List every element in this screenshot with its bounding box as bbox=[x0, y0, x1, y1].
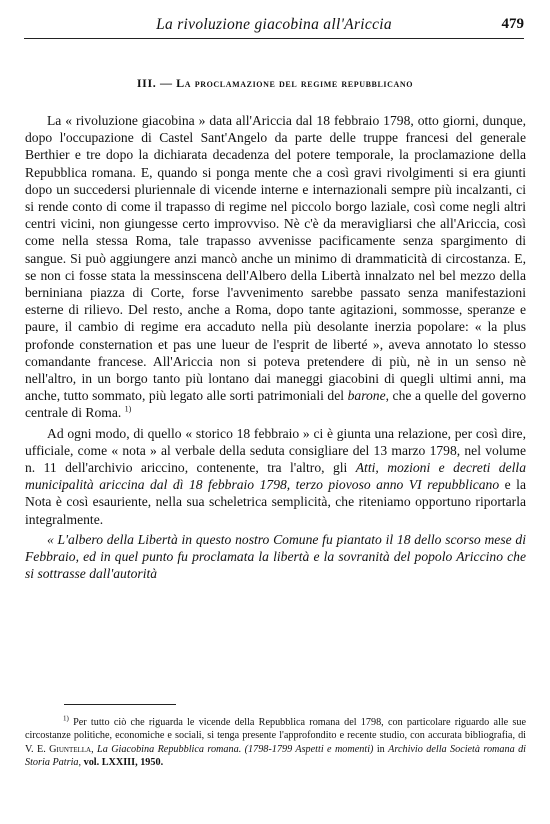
paragraph-1-italic: barone bbox=[347, 388, 386, 404]
section-dash: — bbox=[159, 76, 173, 90]
paragraph-3-quote bbox=[25, 531, 526, 583]
section-heading bbox=[0, 76, 550, 91]
page-header bbox=[24, 14, 524, 36]
footnote-rule bbox=[64, 704, 176, 705]
paragraph-2-italic: Atti, mozioni e decreti della municipalità ariccina dal dì 18 febbraio 1798, terzo piovoso anno VI repubblicano bbox=[25, 460, 526, 493]
body-text bbox=[25, 112, 526, 582]
footnote-text-a: Per tutto ciò che riguarda le vicende della Repubblica romana del 1798, con particolare riguardo alle sue circostanze politiche, economiche e sociali, si tenga presente l'approfondito e recente studio, con accurata bibliografia, di V. E. bbox=[25, 717, 526, 755]
footnote-ref: 1) bbox=[124, 404, 132, 414]
section-number: III. bbox=[136, 76, 157, 90]
paragraph-1 bbox=[25, 112, 526, 422]
footnote bbox=[25, 716, 526, 770]
footnote-text-b: in bbox=[376, 743, 385, 755]
paragraph-2 bbox=[25, 425, 526, 528]
running-title: La rivoluzione giacobina all'Ariccia bbox=[156, 16, 392, 33]
paragraph-1-tail: , che a quelle del governo centrale di Roma. bbox=[25, 388, 526, 421]
paragraph-2-text-a: Ad ogni modo, di quello « storico 18 febbraio » ci è giunta una relazione, per così dire, ufficiale, come « nota » al verbale della seduta consigliare del 13 marzo 1798, nel volume n. 11 dell'archivio ariccino, contenente, tra l'altro, gli bbox=[25, 425, 526, 476]
quote-text: « L'albero della Libertà in questo nostro Comune fu piantato il 18 dello scorso mese di Febbraio, ed in quel punto fu proclamata la libertà e la sovranità del popolo Ariccino che si sottrasse dall'autorità bbox=[25, 531, 526, 582]
header-rule bbox=[24, 38, 524, 39]
footnote-author: Giuntella bbox=[49, 743, 92, 755]
paragraph-2-text-b: e la Nota è così esauriente, nella sua scheletrica semplicità, che riteniamo opportuno riportarla integralmente. bbox=[25, 477, 526, 527]
footnote-title: La Giacobina Repubblica romana. (1798-1799 Aspetti e momenti) bbox=[97, 743, 374, 755]
section-title: La proclamazione del regime repubblicano bbox=[176, 76, 414, 90]
footnote-journal: Archivio della Società romana di Storia Patria, bbox=[25, 743, 527, 769]
footnote-text-c: vol. LXXIII, 1950. bbox=[83, 757, 164, 769]
footnote-1: $^{1)}$ Per tutto ciò che riguarda le vicende della Repubblica romana del 1798, con particolare riguardo alle sue circostanze politiche, economiche e sociali, si tenga presente l'approfondito e recente studio, con accurata bibliografia, di V. E. Giuntella, La Giacobina Repubblica romana. (1798-1799 Aspetti e momenti) in Archivio della Società romana di Storia Patria, vol. LXXIII, 1950. bbox=[25, 714, 527, 769]
footnote-marker: 1) bbox=[63, 714, 69, 723]
page-number: 479 bbox=[501, 16, 524, 32]
paragraph-1-text: La « rivoluzione giacobina » data all'Ariccia dal 18 febbraio 1798, otto giorni, dunque, dopo l'occupazione di Castel Sant'Angelo da parte delle truppe francesi del generale Berthier e tre dopo la dichiarata decadenza del potere temporale, la proclamazione della Repubblica romana. E, quando si ponga mente che a così gravi rivolgimenti si era giunti dopo un succedersi pluriennale di vicende interne e internazionali sempre più incalzanti, ci si rende conto di come il trapasso di regime nel piccolo borgo laziale, così come negli altri centri vicini, non giungesse certo improvviso. Nè c'è da meravigliarsi che all'Ariccia, così come nella stessa Roma, tale trapasso avvenisse pacificamente senza spargimento di sangue. Si può aggiungere anzi mancò anche un minimo di drammaticità di circostanza. E, se non ci fosse stata la messinscena dell'Albero della Libertà innalzato nel bel mezzo della berniniana piazza di Corte, forse l'avvenimento sarebbe passato senza manifestazioni esterne di rilievo. Del resto, anche a Roma, dopo tante agitazioni, sommosse, speranze e paure, il cambio di regime era accaduto nella più desolante inerzia popolare: « la plus profonde consternation et pas une lueur de l'esprit de liberté », aveva annotato lo stesso comandante francese. All'Ariccia non si poteva pretendere di più, nè in un senso nè nell'altro, in un borgo tanto più lontano dai maneggi giacobini di quegli ultimi anni, ma anche, tutto sommato, più legato alle sorti patrimoniali del bbox=[25, 113, 526, 404]
